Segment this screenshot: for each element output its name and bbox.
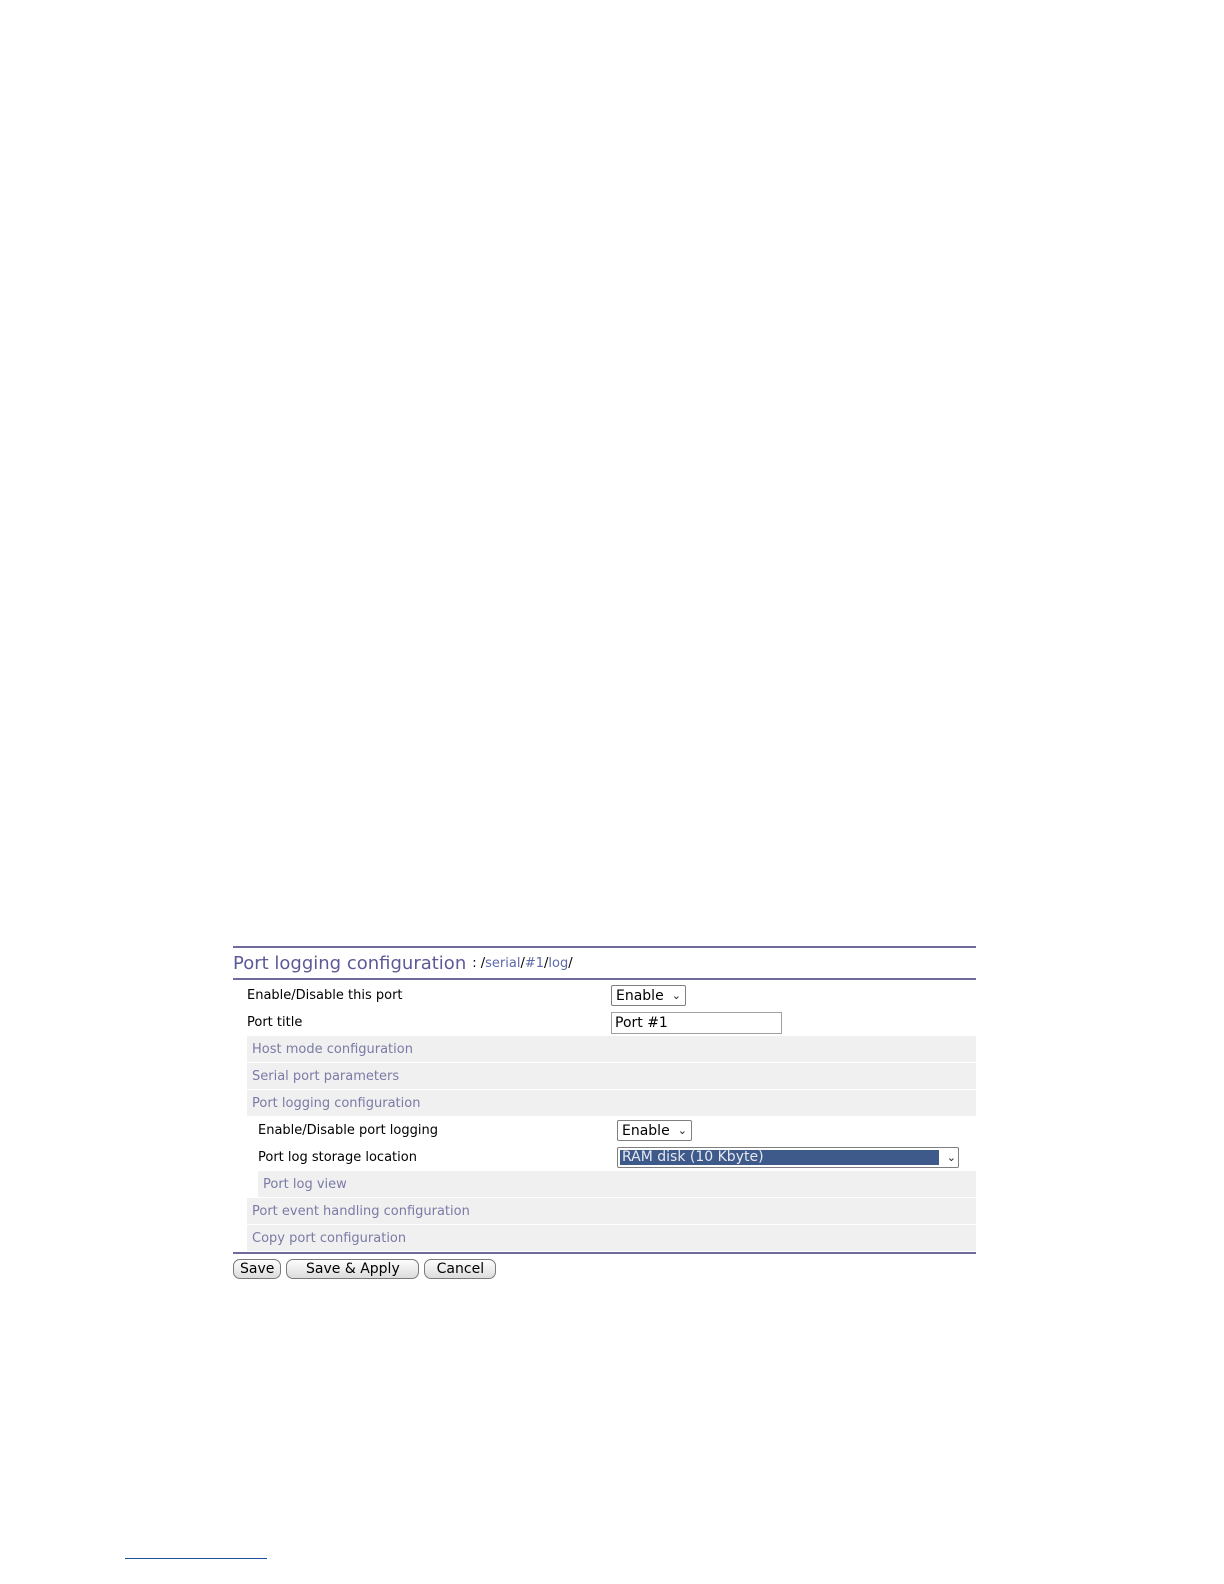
footnote-rule [125, 1558, 267, 1559]
storage-label: Port log storage location [258, 1150, 417, 1165]
enable-port-select[interactable] [611, 985, 686, 1006]
save-button[interactable]: Save [233, 1259, 281, 1279]
enable-logging-row [233, 1117, 976, 1144]
breadcrumb-separator: / [568, 955, 573, 971]
enable-port-row [233, 982, 976, 1009]
port-title-label: Port title [247, 1015, 303, 1030]
enable-port-value: Enable [616, 987, 664, 1004]
port-logging-panel [233, 946, 976, 1254]
port-title-input[interactable] [611, 1012, 782, 1034]
bottom-rule [233, 1252, 976, 1254]
save-apply-button[interactable]: Save & Apply [286, 1259, 419, 1279]
section-serial-params[interactable]: Serial port parameters [247, 1063, 976, 1089]
breadcrumb [472, 956, 572, 971]
section-host-mode[interactable]: Host mode configuration [247, 1036, 976, 1062]
breadcrumb-separator: / [520, 955, 525, 971]
storage-select[interactable] [617, 1147, 959, 1168]
section-copy-config[interactable]: Copy port configuration [247, 1225, 976, 1251]
breadcrumb-link-port[interactable]: #1 [524, 955, 545, 971]
section-event-handling[interactable]: Port event handling configuration [247, 1198, 976, 1224]
enable-port-label: Enable/Disable this port [247, 988, 403, 1003]
config-rows [233, 980, 976, 1251]
cancel-button[interactable]: Cancel [424, 1259, 496, 1279]
port-title-row [233, 1009, 976, 1036]
section-port-logging[interactable]: Port logging configuration [247, 1090, 976, 1116]
enable-logging-select[interactable] [617, 1120, 692, 1141]
enable-logging-value: Enable [622, 1122, 670, 1139]
storage-row [233, 1144, 976, 1171]
breadcrumb-separator: : / [472, 955, 486, 971]
chevron-down-icon: ⌄ [946, 1151, 956, 1164]
button-bar [233, 1259, 496, 1279]
breadcrumb-separator: / [544, 955, 549, 971]
breadcrumb-link-serial[interactable]: serial [485, 955, 521, 971]
breadcrumb-link-log[interactable]: log [548, 955, 569, 971]
section-port-log-view[interactable]: Port log view [258, 1171, 976, 1197]
page-title: Port logging configuration [233, 952, 467, 974]
storage-value: RAM disk (10 Kbyte) [620, 1150, 939, 1165]
panel-header [233, 948, 976, 978]
enable-logging-label: Enable/Disable port logging [258, 1123, 438, 1138]
chevron-down-icon: ⌄ [677, 1124, 687, 1137]
chevron-down-icon: ⌄ [671, 989, 681, 1002]
